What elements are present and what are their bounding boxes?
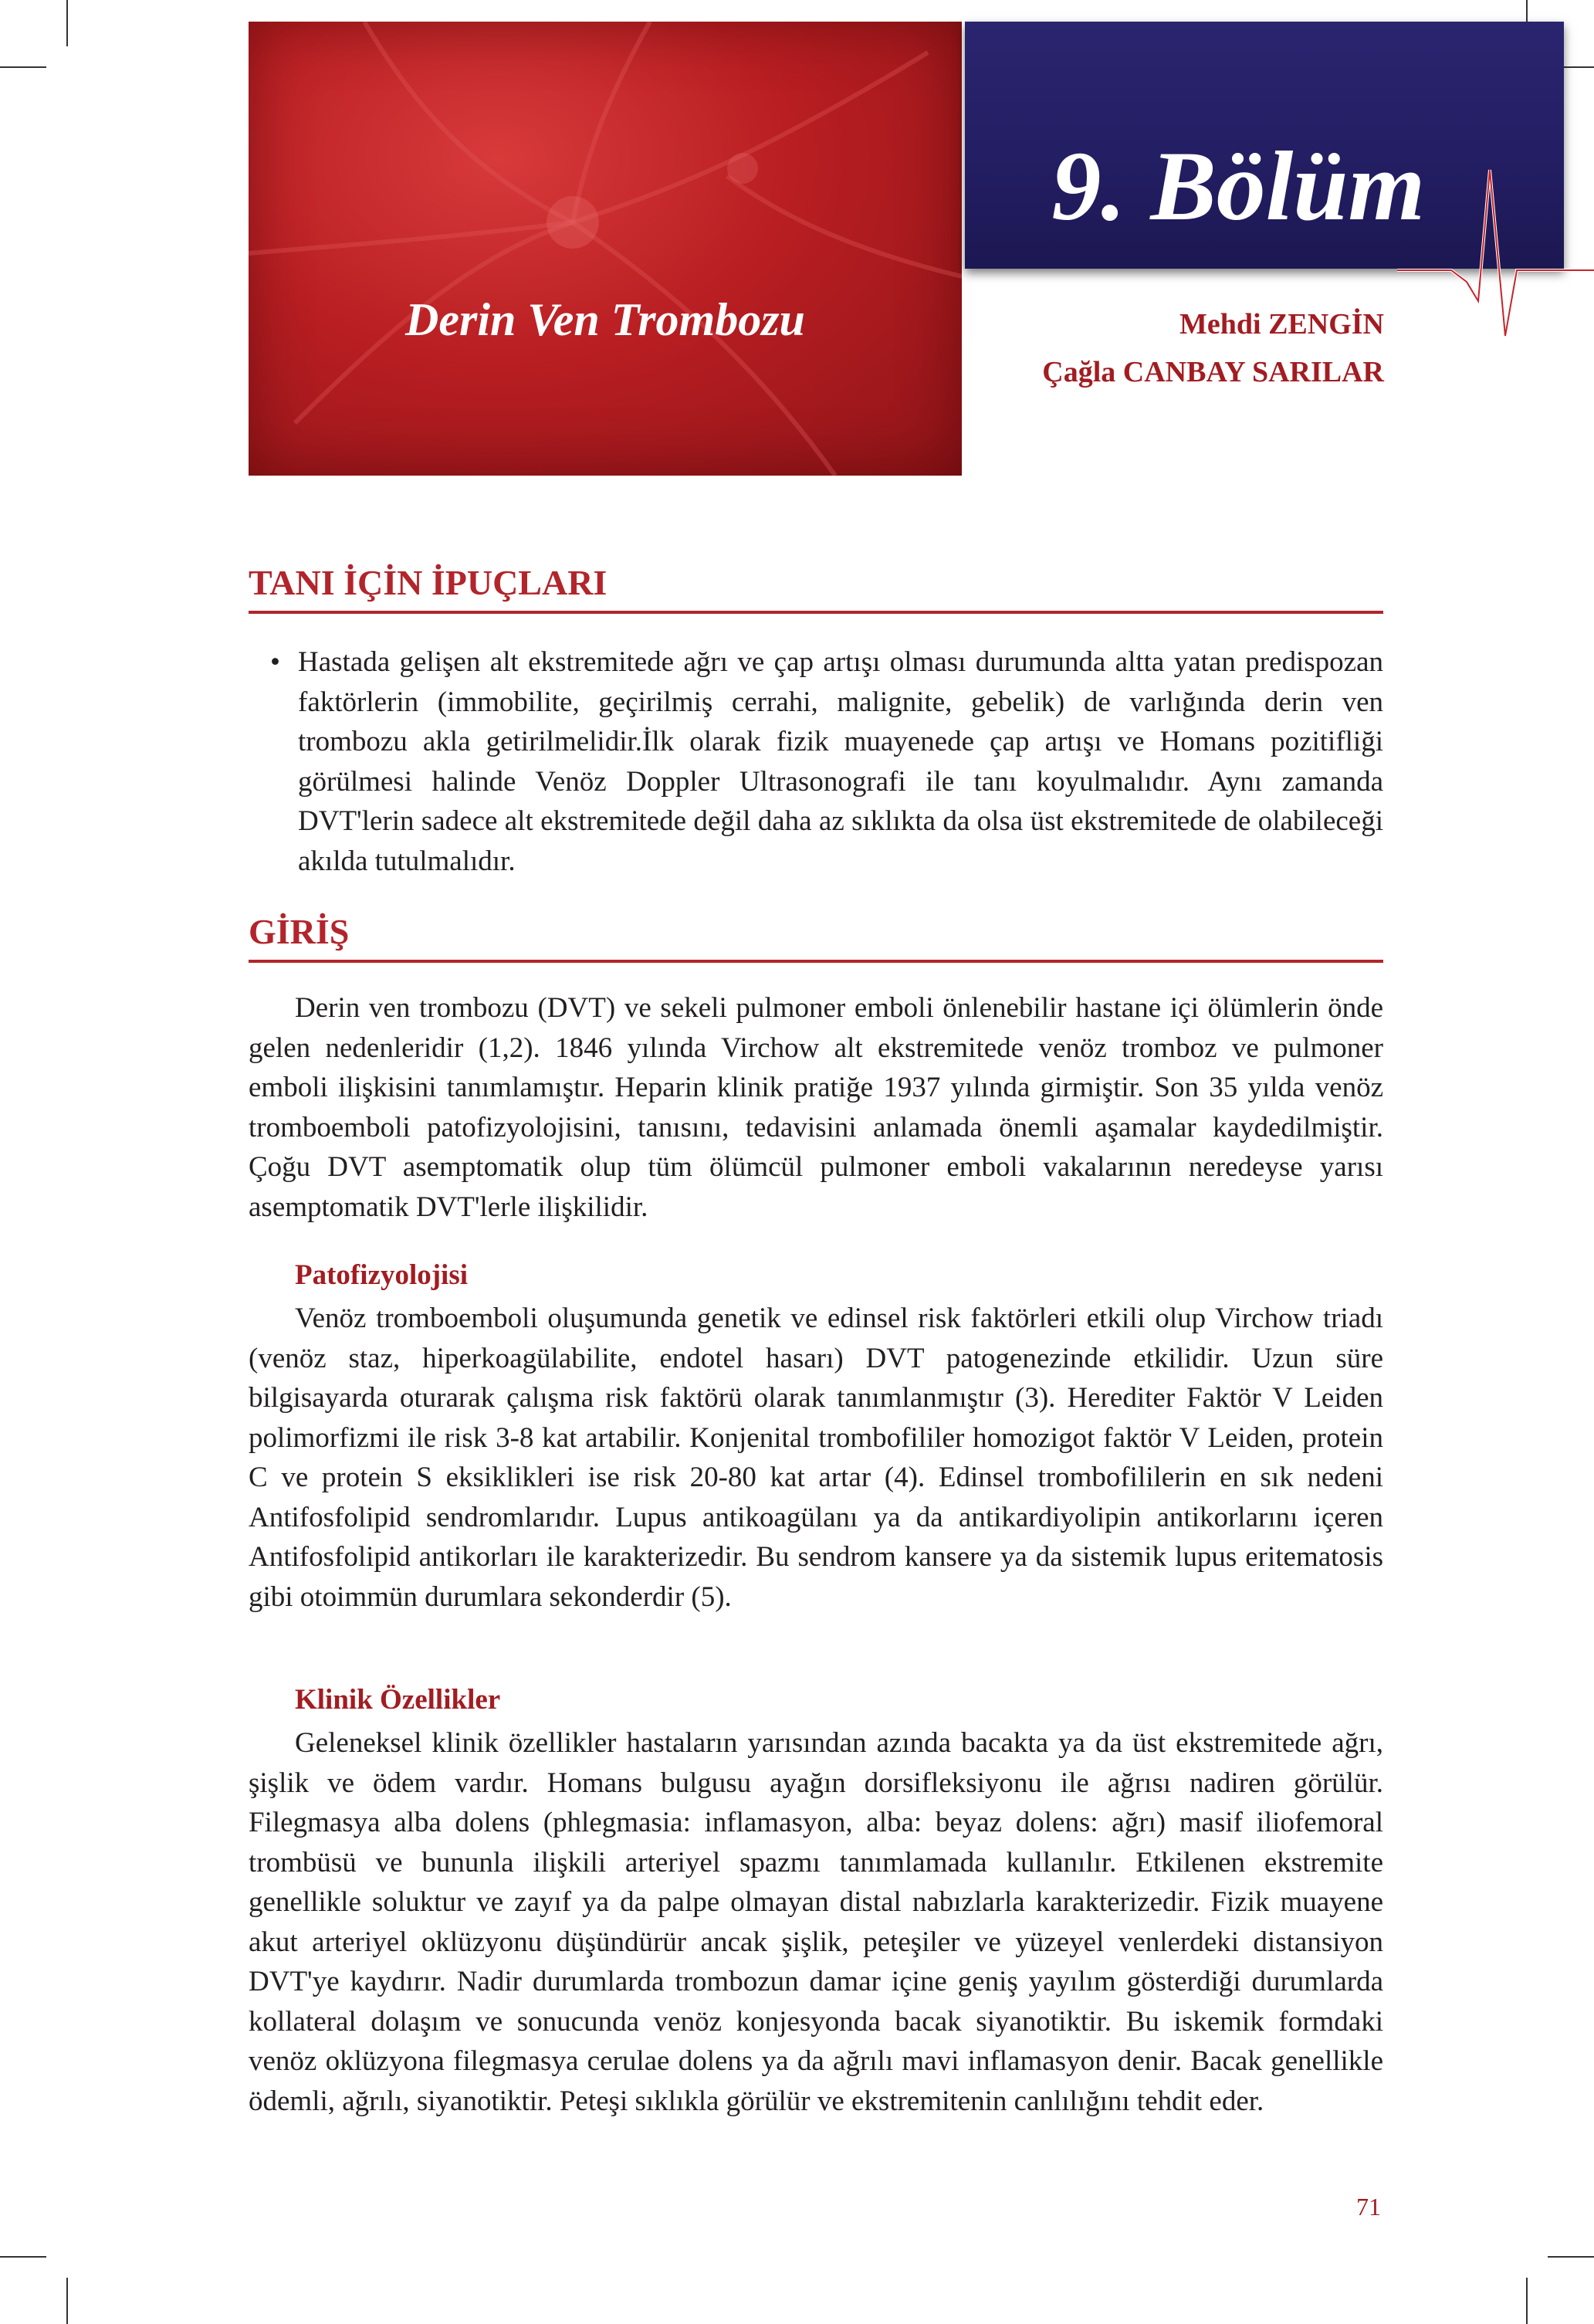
tips-bullet: • Hastada gelişen alt ekstremitede ağrı ve çap artışı olması durumunda altta yatan predispozan faktörlerin (immobilite, geçirilmiş cerrahi, malignite, gebelik) de varlığında derin ven trombozu akla getirilmelidir.İlk olarak fizik muayenede çap artışı ve Homans pozitifliği görülmesi halinde Venöz Doppler Ultrasonografi ile tanı koyulmalıdır. Aynı zamanda DVT'lerin sadece alt ekstremitede değil daha az sıklıkta da olsa üst ekstremitede de olabileceği akılda tutulmalıdır. — [270, 642, 1383, 881]
clinical-paragraph: Geleneksel klinik özellikler hastaların yarısından azında bacakta ya da üst ekstremitede ağrı, şişlik ve ödem vardır. Homans bulgusu ayağın dorsifleksiyonu ile ağrısı nadiren görülür. Filegmasya alba dolens (phlegmasia: inflamasyon, alba: beyaz dolens: ağrı) masif iliofemoral trombüsü ve bununla ilişkili arteriyel spazmı tanımlamada kullanılır. Etkilenen ekstremite genellikle soluktur ve zayıf ya da palpe olmayan distal nabızlarla karakterizedir. Fizik muayene akut arteriyel oklüzyonu düşündürür ancak şişlik, peteşiler ve yüzeyel venlerdeki distansiyon DVT'ye kaydırır. Nadir durumlarda trombozun damar içine geniş yayılım gösterdiği durumlarda kollateral dolaşım ve sonucunda venöz konjesyonda bacak siyanotiktir. Bu iskemik formdaki venöz oklüzyona filegmasya cerulae dolens ya da ağrılı mavi inflamasyon denir. Bacak genellikle ödemli, ağrılı, siyanotiktir. Peteşi sıklıkla görülür ve ekstremitenin canlılığını tehdit eder. — [249, 1727, 1383, 2117]
intro-paragraph: Derin ven trombozu (DVT) ve sekeli pulmoner emboli önlenebilir hastane içi ölümlerin önde gelen nedenleridir (1,2). 1846 yılında Virchow alt ekstremitede venöz tromboz ve pulmoner emboli ilişkisini tanımlamıştır. Heparin klinik pratiğe 1937 yılında girmiştir. Son 35 yılda venöz tromboemboli patofizyolojisini, tanısını, tedavisini anlamada önemli aşamalar kaydedilmiştir. Çoğu DVT asemptomatik olup tüm ölümcül pulmoner emboli vakalarının neredeyse yarısı asemptomatik DVT'lerle ilişkilidir. — [249, 992, 1383, 1223]
subheading-pathophysiology: Patofizyolojisi — [295, 1259, 469, 1291]
crop-mark — [66, 2278, 68, 2324]
subheading-clinical: Klinik Özellikler — [295, 1684, 501, 1716]
crop-mark — [0, 66, 46, 68]
tips-list — [270, 642, 1383, 881]
author-name: Mehdi ZENGİN — [1179, 308, 1384, 340]
chapter-title-panel — [249, 22, 962, 476]
section-title-intro: GİRİŞ — [249, 911, 1383, 963]
crop-mark — [66, 0, 68, 46]
crop-mark — [1526, 2278, 1528, 2324]
pathophysiology-paragraph: Venöz tromboemboli oluşumunda genetik ve edinsel risk faktörleri etkili olup Virchow triadı (venöz staz, hiperkoagülabilite, endotel hasarı) DVT patogenezinde etkilidir. Uzun süre bilgisayarda oturarak çalışma risk faktörü olarak tanımlanmıştır (3). Herediter Faktör V Leiden polimorfizmi ile risk 3-8 kat artabilir. Konjenital trombofililer homozigot faktör V Leiden, protein C ve protein S eksiklikleri ise risk 20-80 kat artar (4). Edinsel trombofililerin en sık nedeni Antifosfolipid sendromlarıdır. Lupus antikoagülanı ya da antikardiyolipin antikorlarını içeren Antifosfolipid antikorları ile karakterizedir. Bu sendrom kansere ya da sistemik lupus eritematosis gibi otoimmün durumlara sekonderdir (5). — [249, 1303, 1383, 1613]
chapter-number: 9. Bölüm — [1051, 131, 1425, 241]
chapter-title: Derin Ven Trombozu — [405, 294, 805, 345]
neuron-background-graphic — [249, 22, 962, 476]
section-title-tips: TANI İÇİN İPUÇLARI — [249, 562, 1383, 614]
page-number: 71 — [1356, 2193, 1381, 2221]
author-name: Çağla CANBAY SARILAR — [1042, 356, 1384, 388]
crop-mark — [0, 2256, 46, 2258]
crop-mark — [1548, 2256, 1594, 2258]
